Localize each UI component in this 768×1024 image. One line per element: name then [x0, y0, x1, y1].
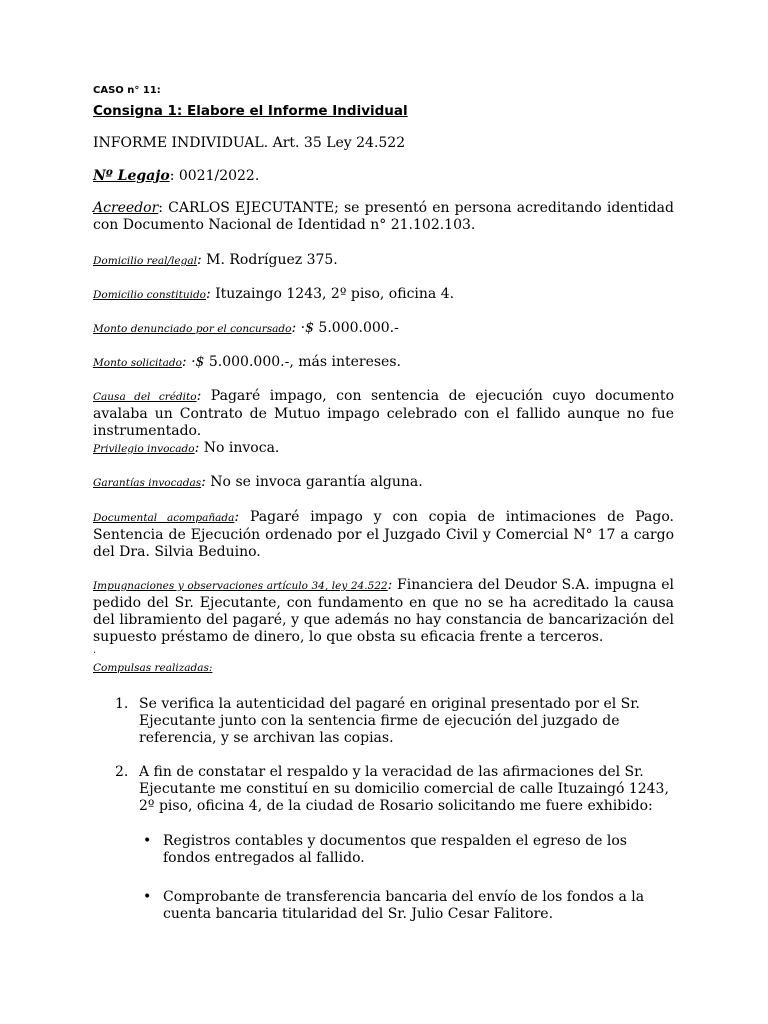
field-value: 5.000.000.-, más intereses. — [204, 354, 401, 370]
acreedor-label: Acreedor — [93, 200, 159, 216]
field-separator: : — [196, 388, 202, 404]
list-number: 2. — [115, 764, 129, 780]
field-monto-solicitado — [93, 354, 674, 372]
field-value: No invoca. — [199, 440, 280, 456]
field-label: Domicilio real/legal — [93, 255, 197, 267]
field-value: No se invoca garantía alguna. — [205, 474, 423, 490]
field-monto-denunciado — [93, 320, 674, 338]
consigna-heading: Consigna 1: Elabore el Informe Individual — [93, 103, 408, 119]
field-documental — [93, 509, 674, 561]
field-value: 5.000.000.- — [313, 320, 399, 336]
bullet-text: Comprobante de transferencia bancaria del envío de los fondos a la cuenta bancaria titularidad del Sr. Julio Cesar Falitore. — [163, 889, 645, 922]
field-separator: : — [234, 509, 240, 525]
field-value: Pagaré impago, con sentencia de ejecución cuyo documento avalaba un Contrato de Mutuo impago celebrado con el fallido aunque no fue instrumentado. — [93, 388, 674, 439]
acreedor-text: : CARLOS EJECUTANTE; se presentó en persona acreditando identidad con Documento Nacional de Identidad n° 21.102.103. — [93, 200, 674, 233]
field-label: Monto denunciado por el concursado — [93, 323, 292, 335]
bullet-icon: • — [143, 833, 152, 849]
field-privilegio — [93, 440, 674, 458]
bullet-icon: • — [143, 889, 152, 905]
field-separator: : ·$ — [181, 354, 205, 370]
field-label: Garantías invocadas — [93, 477, 202, 489]
informe-title: INFORME INDIVIDUAL. Art. 35 Ley 24.522 — [93, 135, 406, 151]
field-label: Domicilio constituido — [93, 289, 206, 301]
field-impugnaciones — [93, 577, 674, 646]
field-causa-credito — [93, 388, 674, 440]
field-garantias — [93, 474, 674, 492]
legajo-line — [93, 168, 674, 185]
list-text: A fin de constatar el respaldo y la veracidad de las afirmaciones del Sr. Ejecutante me constituí en su domicilio comercial de calle Ituzaingó 1243, 2º piso, oficina 4, de la ciudad de Rosario solicitando me fuere exhibido: — [139, 764, 669, 814]
field-separator: : — [205, 286, 211, 302]
field-label: Causa del crédito — [93, 391, 197, 403]
list-text: Se verifica la autenticidad del pagaré en original presentado por el Sr. Ejecutante junto con la sentencia firme de ejecución del juzgado de referencia, y se archivan las copias. — [139, 696, 640, 746]
field-label: Privilegio invocado — [93, 443, 195, 455]
field-label: Impugnaciones y observaciones artículo 34, ley 24.522 — [93, 580, 388, 592]
field-separator: : ·$ — [291, 320, 314, 336]
compulsas-heading: Compulsas realizadas: — [93, 662, 213, 674]
field-separator: : — [196, 252, 202, 268]
field-separator: : — [387, 577, 393, 593]
acreedor-paragraph — [93, 200, 674, 234]
case-number: CASO n° 11: — [93, 85, 161, 96]
field-separator: : — [194, 440, 200, 456]
field-label: Documental acompañada — [93, 512, 235, 524]
list-number: 1. — [115, 696, 129, 712]
bullet-text: Registros contables y documentos que respalden el egreso de los fondos entregados al fallido. — [163, 833, 627, 866]
stray-dot: . — [93, 645, 97, 656]
field-domicilio-real — [93, 252, 674, 270]
legajo-value: : 0021/2022. — [169, 168, 260, 184]
field-value: Pagaré impago y con copia de intimaciones de Pago. Sentencia de Ejecución ordenado por el Juzgado Civil y Comercial N° 17 a cargo del Dra. Silvia Beduino. — [93, 509, 675, 560]
legajo-label: Nº Legajo — [93, 168, 170, 184]
field-value: Ituzaingo 1243, 2º piso, oficina 4. — [210, 286, 455, 302]
field-value: M. Rodríguez 375. — [201, 252, 338, 268]
field-label: Monto solicitado — [93, 357, 182, 369]
field-separator: : — [201, 474, 206, 490]
field-value: Financiera del Deudor S.A. impugna el pedido del Sr. Ejecutante, con fundamento en que no se ha acreditado la causa del libramiento del pagaré, y que además no hay constancia de bancarización del supuesto préstamo de dinero, lo que obsta su eficacia frente a terceros. — [93, 577, 675, 645]
field-domicilio-constituido — [93, 286, 674, 304]
